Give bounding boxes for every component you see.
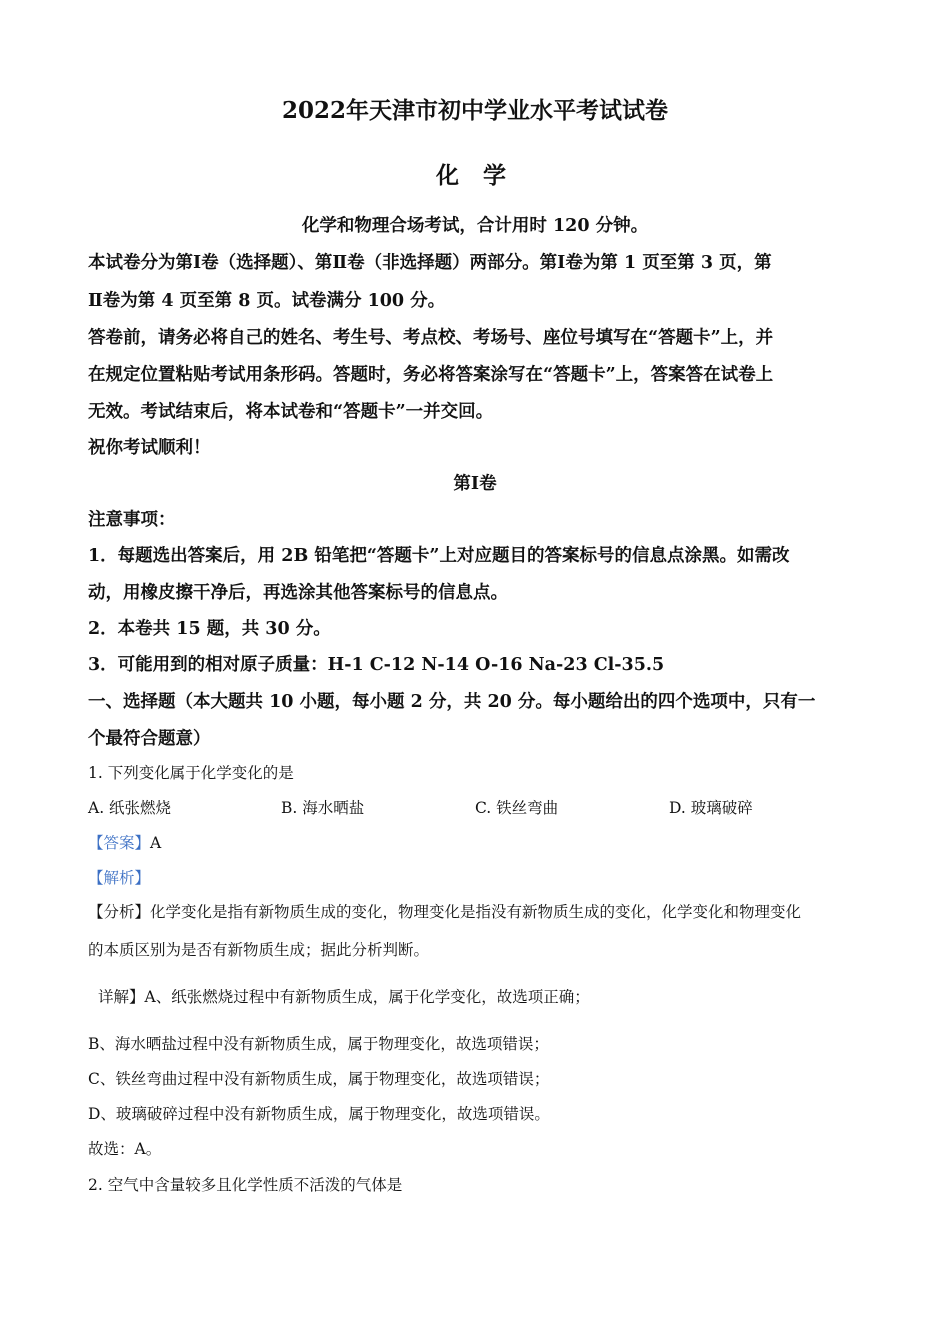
part-1-heading-a: 一、选择题（本大题共 10 小题，每小题 2 分，共 20 分。每小题给出的四个选项中，只有一 — [88, 692, 816, 712]
part-1-heading-b: 个最符合题意） — [88, 729, 211, 749]
q1-option-c: C. 铁丝弯曲 — [475, 799, 559, 817]
intro-line-4: 答卷前，请务必将自己的姓名、考生号、考点校、考场号、座位号填写在“答题卡”上，并 — [88, 328, 774, 348]
intro-line-1: 化学和物理合场考试，合计用时 120 分钟。 — [301, 216, 649, 236]
q2-stem: 2. 空气中含量较多且化学性质不活泼的气体是 — [88, 1176, 403, 1194]
note-1a: 1．每题选出答案后，用 2B 铅笔把“答题卡”上对应题目的答案标号的信息点涂黑。如需改 — [88, 546, 790, 566]
intro-line-6: 无效。考试结束后，将本试卷和“答题卡”一并交回。 — [88, 402, 494, 422]
subject-title: 化 学 — [435, 162, 514, 189]
q1-choose: 故选：A。 — [88, 1140, 162, 1158]
intro-line-3: Ⅱ卷为第 4 页至第 8 页。试卷满分 100 分。 — [88, 291, 446, 311]
q1-detail-2: B、海水晒盐过程中没有新物质生成，属于物理变化，故选项错误； — [88, 1035, 549, 1053]
note-1b: 动，用橡皮擦干净后，再选涂其他答案标号的信息点。 — [88, 583, 508, 603]
notes-title: 注意事项： — [88, 510, 176, 530]
answer-tag: 【答案】 — [88, 834, 151, 852]
q1-detail-1: 详解】A、纸张燃烧过程中有新物质生成，属于化学变化，故选项正确； — [98, 988, 590, 1006]
intro-line-7: 祝你考试顺利！ — [88, 438, 211, 458]
q1-fenxi-1: 【分析】化学变化是指有新物质生成的变化，物理变化是指没有新物质生成的变化，化学变化和物理变化 — [88, 903, 802, 921]
analysis-tag: 【解析】 — [88, 869, 151, 887]
q1-option-b: B. 海水晒盐 — [281, 799, 365, 817]
q1-option-d: D. 玻璃破碎 — [669, 799, 753, 817]
q1-stem: 1. 下列变化属于化学变化的是 — [88, 764, 294, 782]
q1-answer: A — [150, 834, 162, 852]
q1-detail-4: D、玻璃破碎过程中没有新物质生成，属于物理变化，故选项错误。 — [88, 1105, 550, 1123]
note-3: 3．可能用到的相对原子质量：H-1 C-12 N-14 O-16 Na-23 Cl-35.5 — [88, 655, 665, 675]
q1-detail-3: C、铁丝弯曲过程中没有新物质生成，属于物理变化，故选项错误； — [88, 1070, 550, 1088]
page-title: 2022年天津市初中学业水平考试试卷 — [281, 97, 668, 124]
intro-line-2: 本试卷分为第Ⅰ卷（选择题）、第Ⅱ卷（非选择题）两部分。第Ⅰ卷为第 1 页至第 3 页，第 — [88, 253, 772, 273]
note-2: 2．本卷共 15 题，共 30 分。 — [88, 619, 331, 639]
q1-answer-line — [88, 831, 161, 853]
section-title: 第Ⅰ卷 — [453, 474, 497, 494]
q1-fenxi-2: 的本质区别为是否有新物质生成；据此分析判断。 — [88, 941, 430, 959]
intro-line-5: 在规定位置粘贴考试用条形码。答题时，务必将答案涂写在“答题卡”上，答案答在试卷上 — [88, 365, 774, 385]
q1-option-a: A. 纸张燃烧 — [88, 799, 172, 817]
